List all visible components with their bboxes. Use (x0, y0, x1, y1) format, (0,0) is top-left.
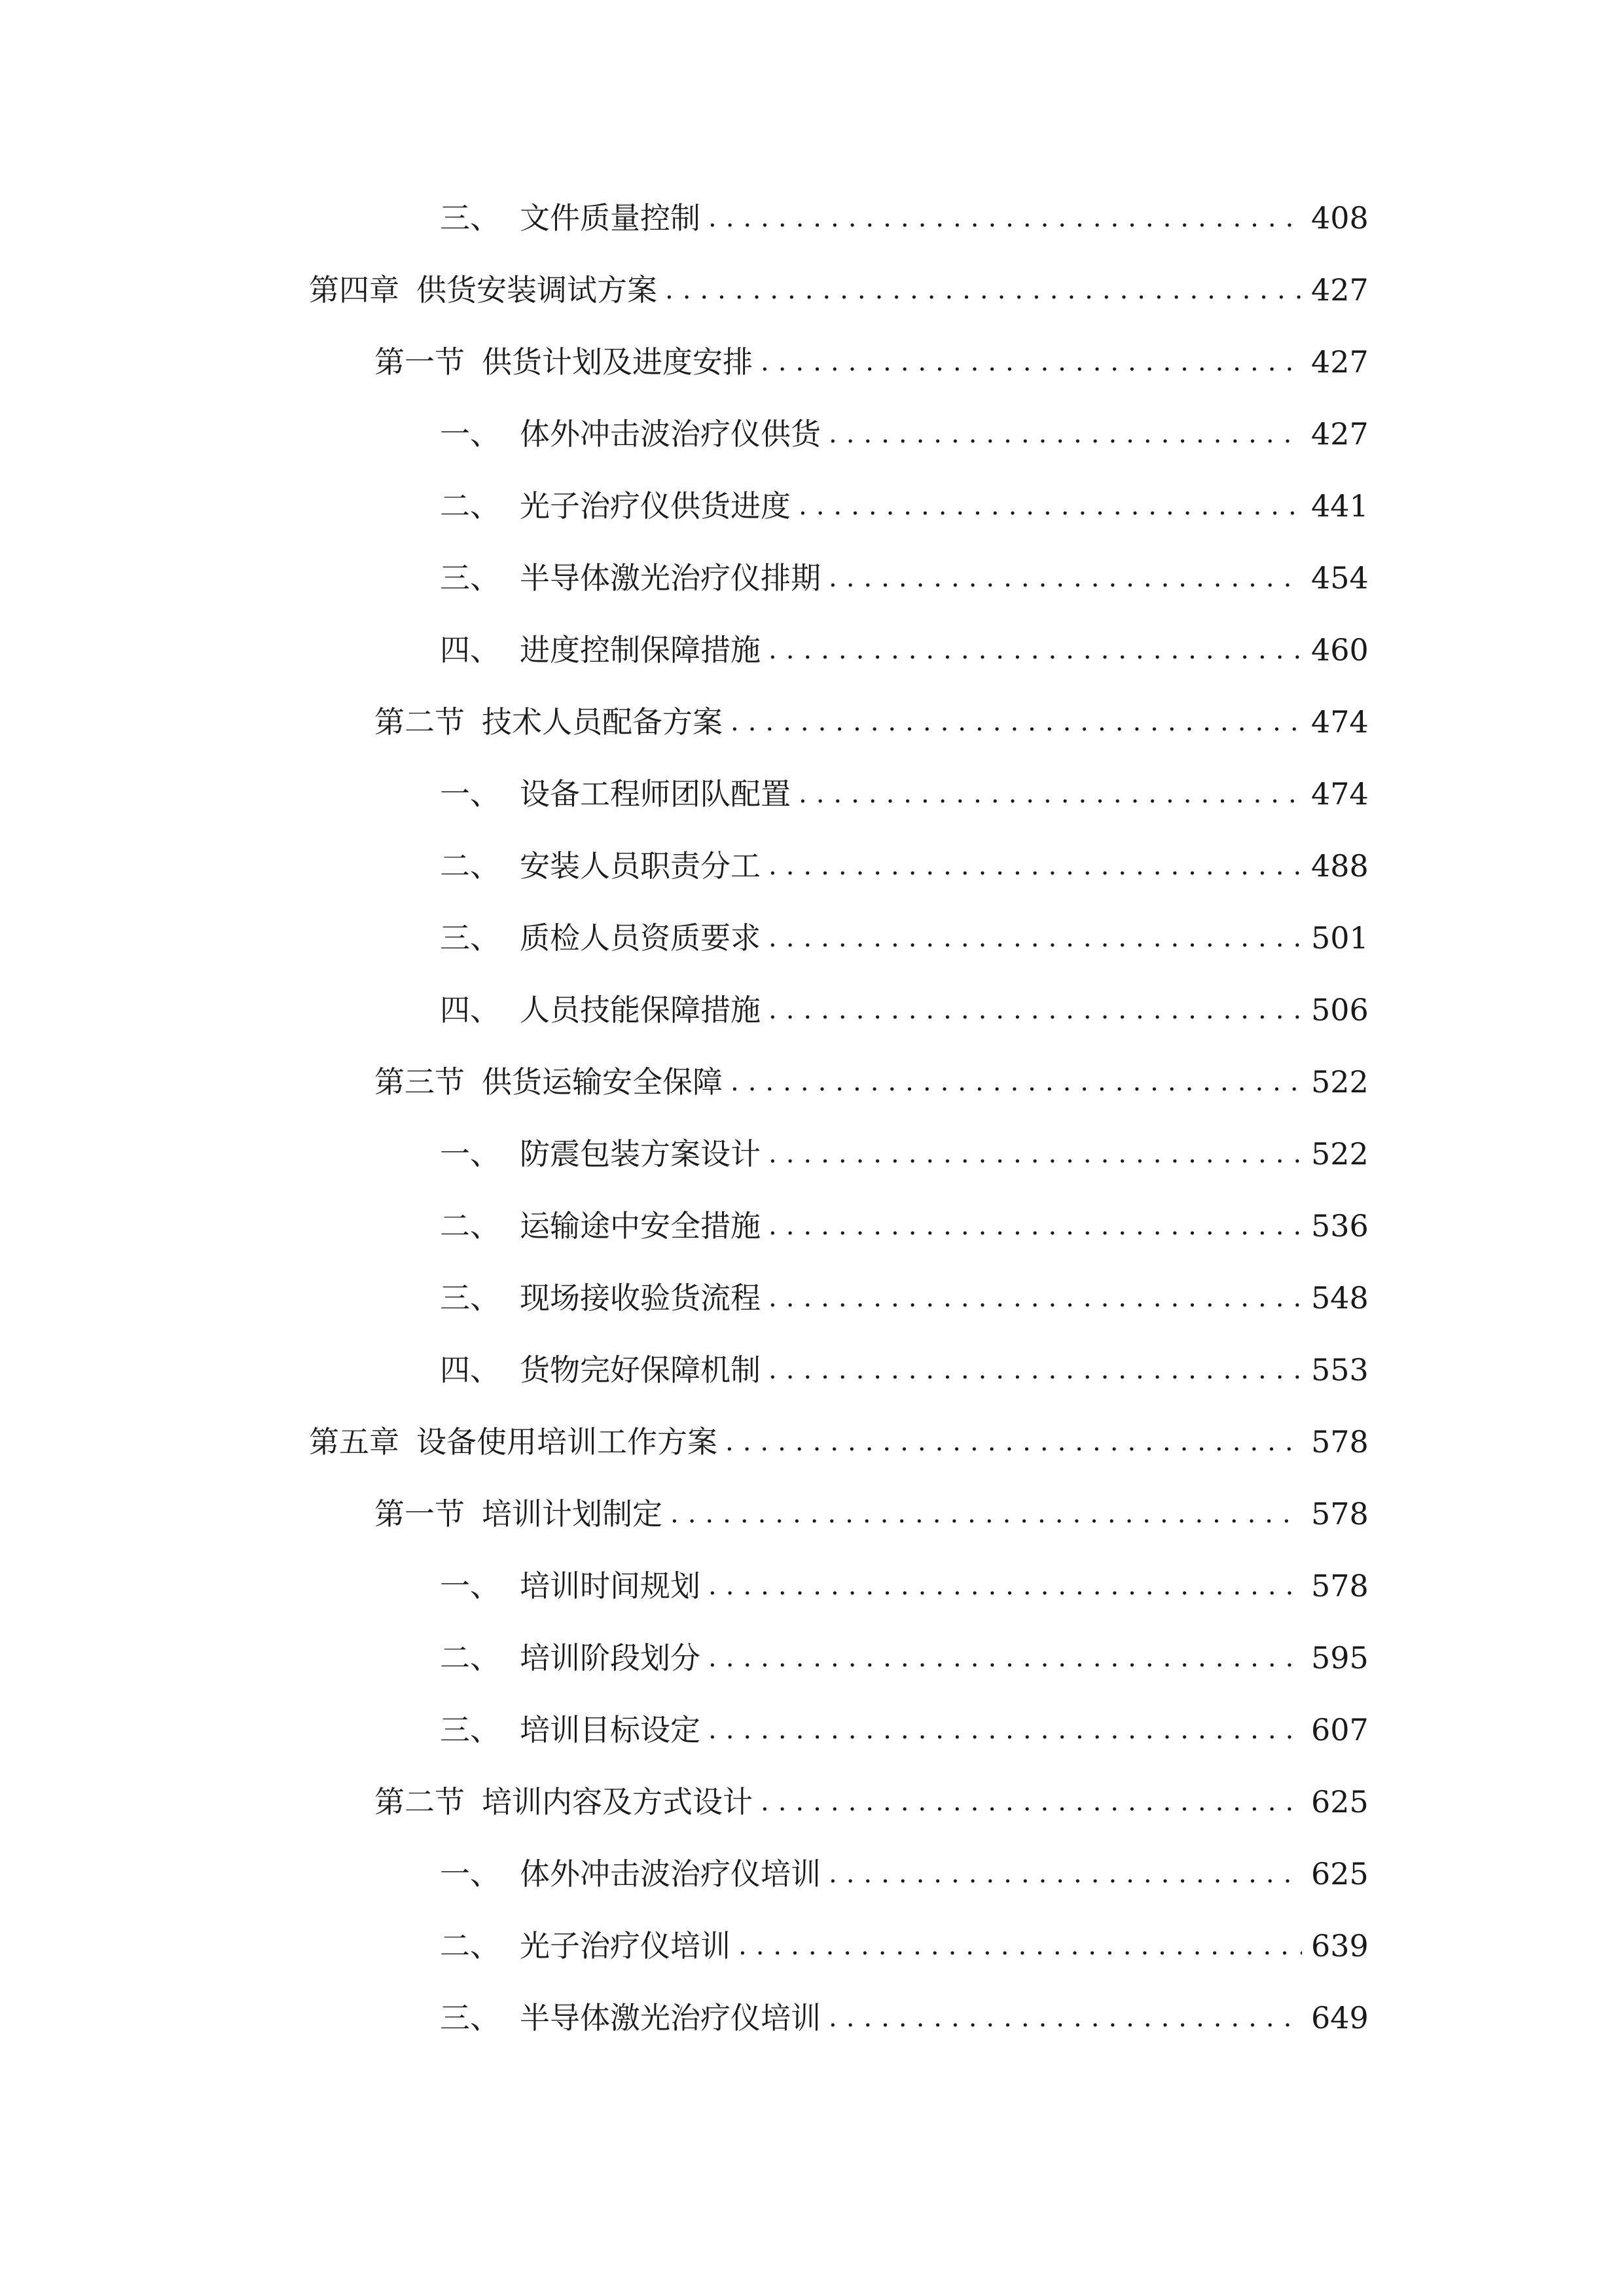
toc-entry-marker: 三、 (440, 200, 500, 236)
toc-entry-title: 培训时间规划 (520, 1568, 700, 1604)
toc-entry[interactable] (0, 408, 1624, 460)
toc-entry-page-number: 553 (1311, 1352, 1369, 1388)
toc-entry-marker: 第三节 (374, 1064, 465, 1100)
toc-entry-title: 质检人员资质要求 (520, 920, 761, 956)
toc-entry-marker: 四、 (440, 1352, 500, 1388)
toc-entry[interactable] (0, 1344, 1624, 1396)
toc-entry[interactable] (0, 1776, 1624, 1828)
toc-entry[interactable] (0, 1056, 1624, 1108)
dot-leader (708, 1560, 1302, 1612)
toc-entry-page-number: 578 (1311, 1496, 1369, 1532)
toc-entry-marker: 第二节 (374, 1784, 465, 1820)
dot-leader (670, 1488, 1302, 1540)
dot-leader (768, 1200, 1302, 1252)
toc-entry-marker: 一、 (440, 1856, 500, 1892)
toc-entry[interactable] (0, 1920, 1624, 1972)
toc-entry-title: 进度控制保障措施 (520, 632, 761, 668)
toc-entry-title: 半导体激光治疗仪培训 (520, 2000, 821, 2036)
dot-leader (768, 1128, 1302, 1180)
toc-entry[interactable] (0, 1416, 1624, 1468)
toc-entry-page-number: 427 (1311, 416, 1369, 452)
toc-entry-page-number: 488 (1311, 848, 1369, 884)
toc-entry-page-number: 474 (1311, 776, 1369, 812)
dot-leader (829, 1848, 1302, 1900)
toc-entry[interactable] (0, 768, 1624, 820)
toc-entry-title: 培训内容及方式设计 (482, 1784, 753, 1820)
toc-entry-marker: 二、 (440, 848, 500, 884)
dot-leader (665, 264, 1302, 316)
toc-entry-marker: 第二节 (374, 704, 465, 740)
toc-entry-marker: 二、 (440, 1640, 500, 1676)
toc-entry-marker: 二、 (440, 488, 500, 524)
toc-entry[interactable] (0, 1848, 1624, 1900)
toc-entry-marker: 三、 (440, 920, 500, 956)
toc-entry-page-number: 522 (1311, 1064, 1369, 1100)
dot-leader (768, 984, 1302, 1036)
toc-entry-page-number: 427 (1311, 344, 1369, 380)
toc-entry[interactable] (0, 1128, 1624, 1180)
toc-entry-marker: 一、 (440, 1136, 500, 1172)
toc-entry-page-number: 454 (1311, 560, 1369, 596)
toc-entry[interactable] (0, 696, 1624, 748)
toc-entry-page-number: 474 (1311, 704, 1369, 740)
toc-entry[interactable] (0, 336, 1624, 388)
toc-entry-title: 供货计划及进度安排 (482, 344, 753, 380)
toc-entry-marker: 三、 (440, 2000, 500, 2036)
toc-entry-title: 防震包装方案设计 (520, 1136, 761, 1172)
toc-entry-page-number: 460 (1311, 632, 1369, 668)
toc-entry[interactable] (0, 552, 1624, 604)
dot-leader (708, 192, 1302, 244)
toc-entry-title: 设备使用培训工作方案 (416, 1424, 717, 1460)
toc-entry-title: 半导体激光治疗仪排期 (520, 560, 821, 596)
toc-entry-page-number: 625 (1311, 1856, 1369, 1892)
toc-entry-title: 培训计划制定 (482, 1496, 662, 1532)
toc-entry-page-number: 595 (1311, 1640, 1369, 1676)
toc-entry-marker: 四、 (440, 632, 500, 668)
dot-leader (799, 768, 1302, 820)
toc-entry-page-number: 548 (1311, 1280, 1369, 1316)
toc-entry[interactable] (0, 1488, 1624, 1540)
toc-entry-title: 体外冲击波治疗仪供货 (520, 416, 821, 452)
toc-entry[interactable] (0, 264, 1624, 316)
toc-entry-title: 供货安装调试方案 (416, 272, 657, 308)
toc-entry-page-number: 408 (1311, 200, 1369, 236)
toc-entry-page-number: 427 (1311, 272, 1369, 308)
toc-entry-title: 文件质量控制 (520, 200, 700, 236)
toc-entry-page-number: 578 (1311, 1424, 1369, 1460)
toc-entry-marker: 一、 (440, 776, 500, 812)
dot-leader (708, 1704, 1302, 1756)
toc-entry-page-number: 639 (1311, 1928, 1369, 1964)
toc-entry-page-number: 649 (1311, 2000, 1369, 2036)
toc-entry-page-number: 607 (1311, 1712, 1369, 1748)
toc-entry[interactable] (0, 840, 1624, 892)
toc-entry-page-number: 578 (1311, 1568, 1369, 1604)
toc-entry[interactable] (0, 984, 1624, 1036)
toc-entry-page-number: 501 (1311, 920, 1369, 956)
dot-leader (708, 1632, 1302, 1684)
toc-entry-title: 培训目标设定 (520, 1712, 700, 1748)
toc-entry-title: 安装人员职责分工 (520, 848, 761, 884)
toc-entry-marker: 三、 (440, 1280, 500, 1316)
toc-entry-marker: 三、 (440, 1712, 500, 1748)
toc-entry[interactable] (0, 624, 1624, 676)
toc-entry[interactable] (0, 192, 1624, 244)
dot-leader (731, 1056, 1302, 1108)
toc-entry-page-number: 625 (1311, 1784, 1369, 1820)
toc-entry-page-number: 522 (1311, 1136, 1369, 1172)
toc-entry-title: 培训阶段划分 (520, 1640, 700, 1676)
dot-leader (829, 408, 1302, 460)
dot-leader (768, 1344, 1302, 1396)
toc-entry-marker: 一、 (440, 1568, 500, 1604)
toc-entry[interactable] (0, 480, 1624, 532)
toc-entry-page-number: 506 (1311, 992, 1369, 1028)
toc-entry-title: 现场接收验货流程 (520, 1280, 761, 1316)
toc-entry-marker: 第一节 (374, 344, 465, 380)
dot-leader (829, 1992, 1302, 2044)
toc-entry-page-number: 441 (1311, 488, 1369, 524)
toc-entry-title: 技术人员配备方案 (482, 704, 723, 740)
dot-leader (768, 840, 1302, 892)
toc-entry[interactable] (0, 1704, 1624, 1756)
toc-entry-marker: 三、 (440, 560, 500, 596)
toc-entry[interactable] (0, 1200, 1624, 1252)
dot-leader (738, 1920, 1302, 1972)
toc-entry-marker: 二、 (440, 1208, 500, 1244)
toc-entry[interactable] (0, 1992, 1624, 2044)
toc-entry-marker: 第一节 (374, 1496, 465, 1532)
dot-leader (799, 480, 1302, 532)
toc-entry[interactable] (0, 1272, 1624, 1324)
dot-leader (761, 336, 1302, 388)
toc-entry-title: 供货运输安全保障 (482, 1064, 723, 1100)
toc-entry-title: 光子治疗仪培训 (520, 1928, 731, 1964)
toc-entry-title: 货物完好保障机制 (520, 1352, 761, 1388)
toc-entry-title: 人员技能保障措施 (520, 992, 761, 1028)
dot-leader (761, 1776, 1302, 1828)
toc-entry[interactable] (0, 1560, 1624, 1612)
dot-leader (731, 696, 1302, 748)
toc-entry-title: 设备工程师团队配置 (520, 776, 791, 812)
toc-entry[interactable] (0, 912, 1624, 964)
toc-entry-marker: 第四章 (309, 272, 399, 308)
toc-entry-page-number: 536 (1311, 1208, 1369, 1244)
dot-leader (768, 624, 1302, 676)
toc-entry-marker: 四、 (440, 992, 500, 1028)
toc-entry-marker: 一、 (440, 416, 500, 452)
toc-entry[interactable] (0, 1632, 1624, 1684)
toc-entry-marker: 第五章 (309, 1424, 399, 1460)
dot-leader (829, 552, 1302, 604)
toc-entry-title: 运输途中安全措施 (520, 1208, 761, 1244)
dot-leader (768, 912, 1302, 964)
toc-entry-title: 体外冲击波治疗仪培训 (520, 1856, 821, 1892)
dot-leader (768, 1272, 1302, 1324)
dot-leader (725, 1416, 1302, 1468)
toc-entry-marker: 二、 (440, 1928, 500, 1964)
toc-entry-title: 光子治疗仪供货进度 (520, 488, 791, 524)
